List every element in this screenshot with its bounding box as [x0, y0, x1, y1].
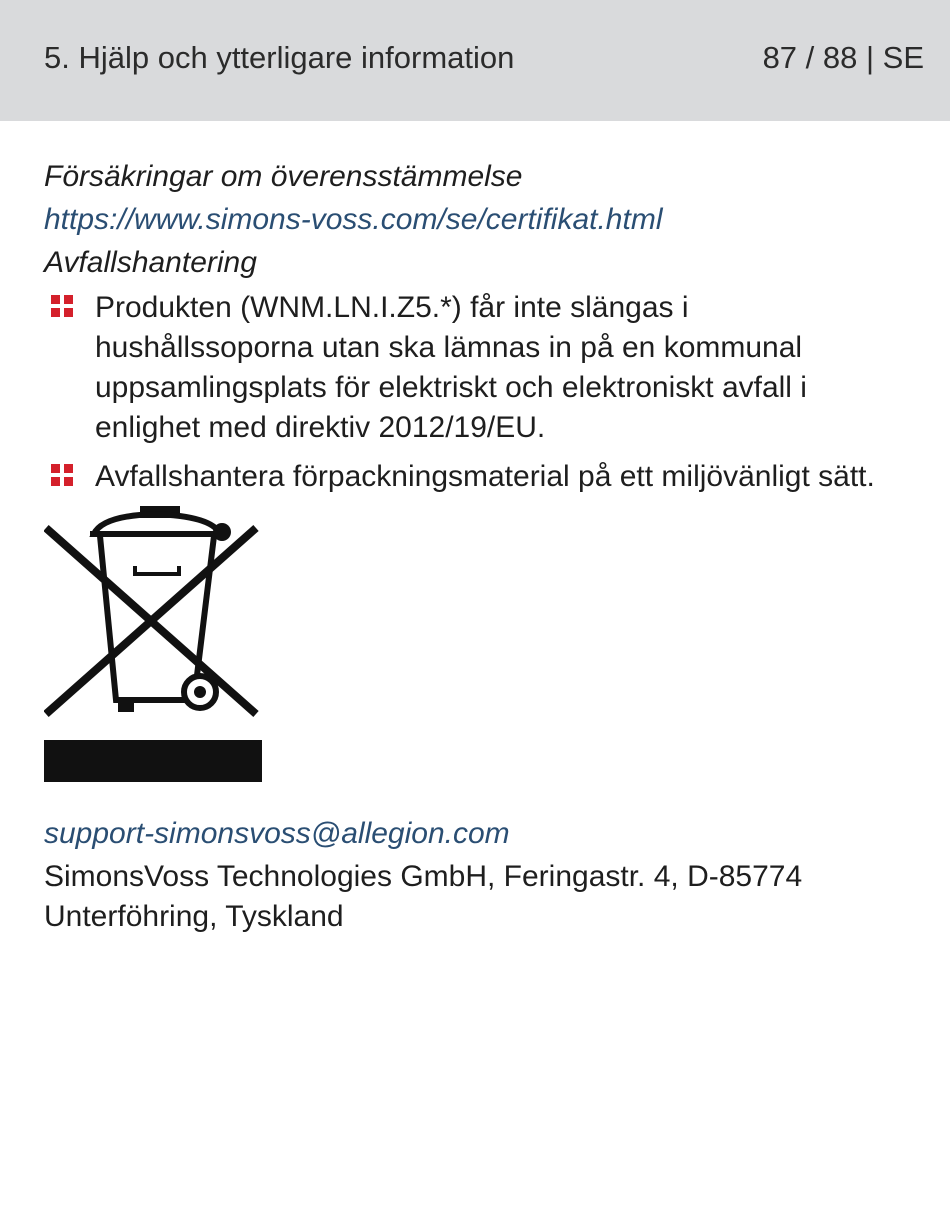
list-item	[44, 457, 914, 497]
section-title: 5. Hjälp och ytterligare information	[44, 40, 515, 75]
crossed-out-wheelie-bin-icon	[44, 506, 262, 786]
certificate-link[interactable]: https://www.simons-voss.com/se/certifikat.html	[44, 203, 663, 236]
list-item-text: Avfallshantera förpackningsmaterial på ett miljövänligt sätt.	[95, 460, 875, 493]
list-item-text: Produkten (WNM.LN.I.Z5.*) får inte slängas i hushållssoporna utan ska lämnas in på en kommunal uppsamlingsplats för elektriskt och elektroniskt avfall i enlighet med direktiv 2012/19/EU.	[95, 291, 807, 444]
disposal-heading: Avfallshantering	[44, 246, 257, 279]
page-number: 87 / 88 | SE	[762, 40, 924, 75]
list-item	[44, 288, 914, 448]
disposal-list	[44, 288, 914, 497]
support-email-link[interactable]: support-simonsvoss@allegion.com	[44, 817, 510, 850]
page-content	[44, 155, 914, 937]
bullet-squares-icon	[51, 295, 73, 317]
page-header	[0, 0, 950, 121]
conformity-heading: Försäkringar om överensstämmelse	[44, 160, 523, 193]
company-address: SimonsVoss Technologies GmbH, Feringastr. 4, D-85774 Unterföhring, Tyskland	[44, 860, 803, 933]
bullet-squares-icon	[51, 464, 73, 486]
